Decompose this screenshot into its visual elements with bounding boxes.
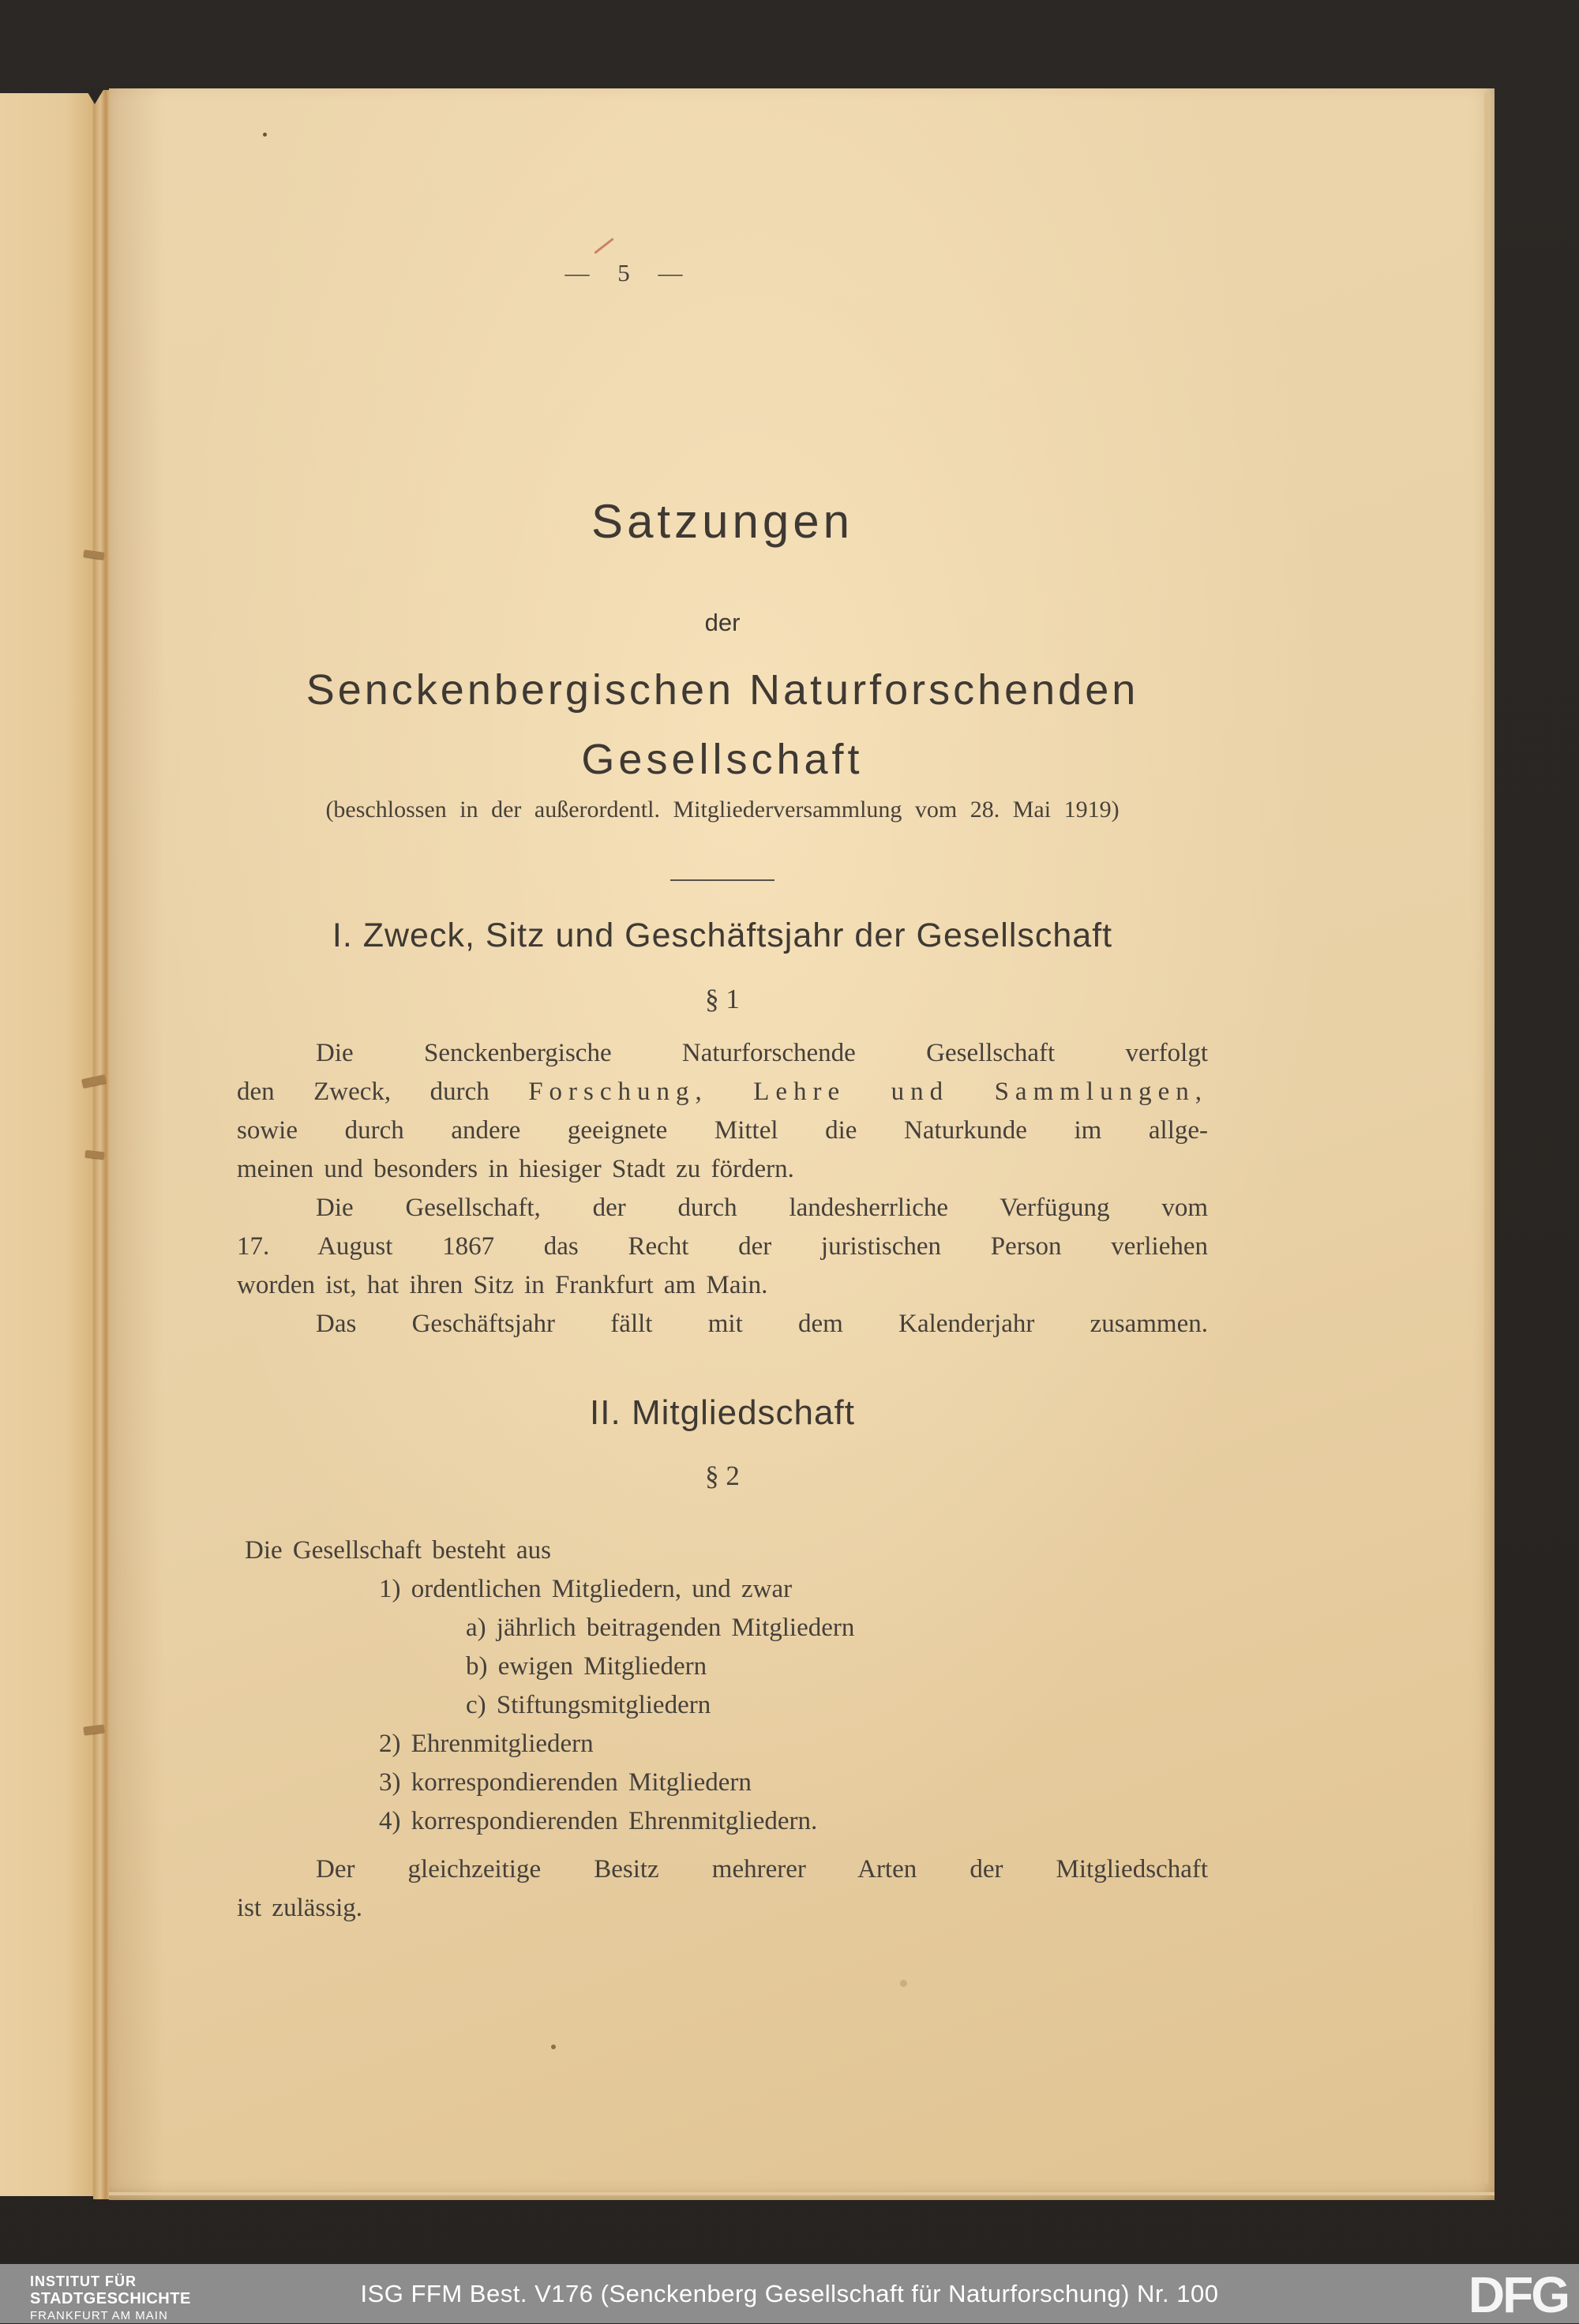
paper-speck <box>551 2045 556 2049</box>
isg-logo-line: INSTITUT FÜR <box>30 2273 137 2289</box>
closing-paragraph <box>237 1850 1208 1928</box>
membership-list <box>237 1531 1208 1841</box>
resolution-note: (beschlossen in der außerordentl. Mitgliederversammlung vom 28. Mai 1919) <box>325 797 1120 823</box>
body-line: 17. August 1867 das Recht der juristischen Person verliehen <box>237 1232 1208 1261</box>
body-line: Der gleichzeitige Besitz mehrerer Arten der Mitgliedschaft <box>316 1855 1208 1884</box>
archive-reference: ISG FFM Best. V176 (Senckenberg Gesellschaft für Naturforschung) Nr. 100 <box>360 2280 1219 2307</box>
body-line: ist zulässig. <box>237 1894 362 1922</box>
list-item: 1) ordentlichen Mitgliedern, und zwar <box>379 1575 793 1603</box>
page-stack-edge-bottom <box>109 2192 1495 2195</box>
paragraph-3 <box>237 1305 1208 1344</box>
page-stack-edge-right <box>1484 93 1488 2183</box>
section-1-heading: I. Zweck, Sitz und Geschäftsjahr der Gesellschaft <box>332 916 1113 954</box>
section-divider-rule <box>670 879 774 881</box>
paper-speck <box>900 1980 907 1987</box>
list-intro: Die Gesellschaft besteht aus <box>245 1536 551 1565</box>
isg-logo-line: FRANKFURT AM MAIN <box>30 2309 168 2322</box>
page-content <box>237 497 1208 1928</box>
paragraph-mark-1: § 1 <box>705 984 740 1014</box>
paragraph-mark-2: § 2 <box>705 1460 740 1491</box>
spine-top-notch <box>85 88 104 104</box>
letterspaced-text: Forschung, Lehre und Sammlungen, <box>528 1078 1208 1106</box>
page-number: — 5 — <box>564 259 683 287</box>
section-2-heading: II. Mitgliedschaft <box>590 1393 855 1432</box>
list-item: b) ewigen Mitgliedern <box>466 1652 707 1681</box>
body-line: sowie durch andere geeignete Mittel die Naturkunde im allge- <box>237 1116 1208 1145</box>
document-title-line: Senckenbergischen Naturforschenden <box>306 666 1139 714</box>
paper-fiber <box>594 238 613 254</box>
document-title-line: der <box>704 609 741 636</box>
list-item: 3) korrespondierenden Mitgliedern <box>379 1768 752 1797</box>
list-item: 2) Ehrenmitgliedern <box>379 1730 594 1758</box>
document-page <box>109 88 1495 2200</box>
dfg-logo: DFG <box>1468 2266 1568 2323</box>
body-line <box>237 1073 1208 1111</box>
body-text: den Zweck, durch <box>237 1078 529 1106</box>
isg-logo-line: STADTGESCHICHTE <box>30 2290 191 2307</box>
list-item: c) Stiftungsmitgliedern <box>466 1691 711 1719</box>
paragraph-1 <box>237 1034 1208 1189</box>
archive-footer-bar <box>0 2264 1579 2323</box>
facing-page-edge <box>0 93 93 2196</box>
body-line: Die Gesellschaft, der durch landesherrliche Verfügung vom <box>316 1194 1208 1222</box>
binding-spine-crease <box>93 90 109 2199</box>
document-title-line: Satzungen <box>591 495 853 548</box>
list-item: a) jährlich beitragenden Mitgliedern <box>466 1614 855 1642</box>
paper-speck <box>263 133 267 137</box>
body-line: meinen und besonders in hiesiger Stadt zu fördern. <box>237 1155 794 1183</box>
body-line: Die Senckenbergische Naturforschende Gesellschaft verfolgt <box>316 1039 1208 1067</box>
body-line: worden ist, hat ihren Sitz in Frankfurt am Main. <box>237 1271 768 1299</box>
list-item: 4) korrespondierenden Ehrenmitgliedern. <box>379 1807 818 1835</box>
document-title-line: Gesellschaft <box>581 736 864 783</box>
paragraph-2 <box>237 1189 1208 1305</box>
body-line: Das Geschäftsjahr fällt mit dem Kalenderjahr zusammen. <box>316 1310 1208 1338</box>
